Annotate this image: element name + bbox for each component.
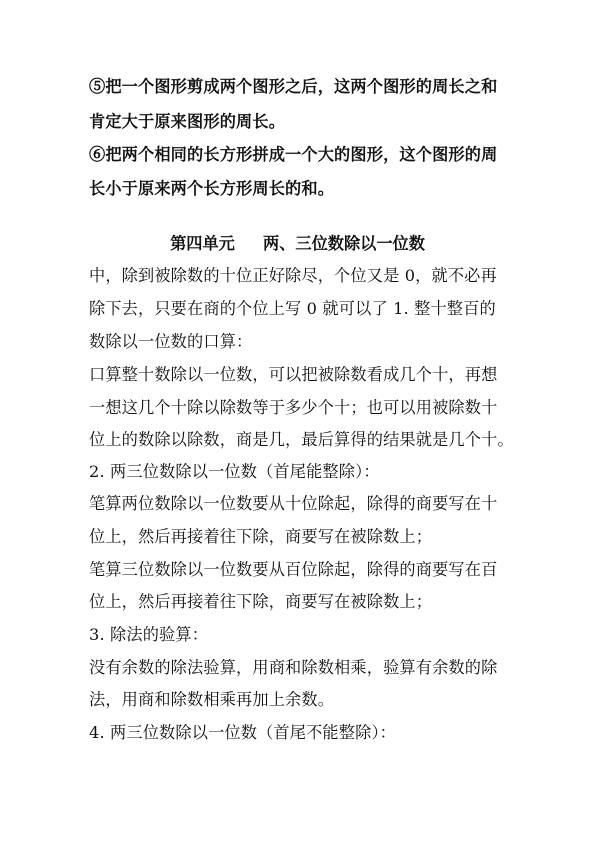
item-4-title: 4. 两三位数除以一位数（首尾不能整除）： (89, 723, 397, 742)
unit-title: 第四单元 两、三位数除以一位数 (170, 234, 425, 253)
paragraph-5-line-2: 肯定大于原来图形的周长。 (89, 112, 286, 131)
paragraph-1-line-3: 数除以一位数的口算： (89, 332, 253, 351)
paragraph-5-line-1-verify: 没有余数的除法验算，用商和除数相乘，验算有余数的除 (89, 658, 498, 677)
paragraph-6-line-1: ⑥把两个相同的长方形拼成一个大的图形，这个图形的周 (89, 145, 498, 164)
paragraph-3-line-1: 笔算两位数除以一位数要从十位除起，除得的商要写在十 (89, 494, 498, 513)
paragraph-3-line-2: 位上，然后再接着往下除，商要写在被除数上； (89, 527, 433, 546)
paragraph-1-line-1: 中，除到被除数的十位正好除尽，个位又是 0，就不必再 (89, 266, 497, 285)
paragraph-4-line-1: 笔算三位数除以一位数要从百位除起，除得的商要写在百 (89, 560, 498, 579)
paragraph-1-line-2: 除下去，只要在商的个位上写 0 就可以了 1. 整十整百的 (89, 299, 496, 318)
paragraph-2-line-3: 位上的数除以除数，商是几，最后算得的结果就是几个十。 (89, 430, 514, 449)
paragraph-6-line-2: 长小于原来两个长方形周长的和。 (89, 179, 335, 198)
paragraph-2-line-1: 口算整十数除以一位数，可以把被除数看成几个十，再想 (89, 365, 498, 384)
paragraph-2-line-2: 一想这几个十除以除数等于多少个十；也可以用被除数十 (89, 398, 498, 417)
paragraph-5-line-2-verify: 法，用商和除数相乘再加上余数。 (89, 690, 335, 709)
item-3-title: 3. 除法的验算： (89, 625, 209, 644)
item-2-title: 2. 两三位数除以一位数（首尾能整除）： (89, 462, 380, 481)
paragraph-4-line-2: 位上，然后再接着往下除，商要写在被除数上； (89, 592, 433, 611)
paragraph-5-line-1: ⑤把一个图形剪成两个图形之后，这两个图形的周长之和 (89, 77, 498, 96)
